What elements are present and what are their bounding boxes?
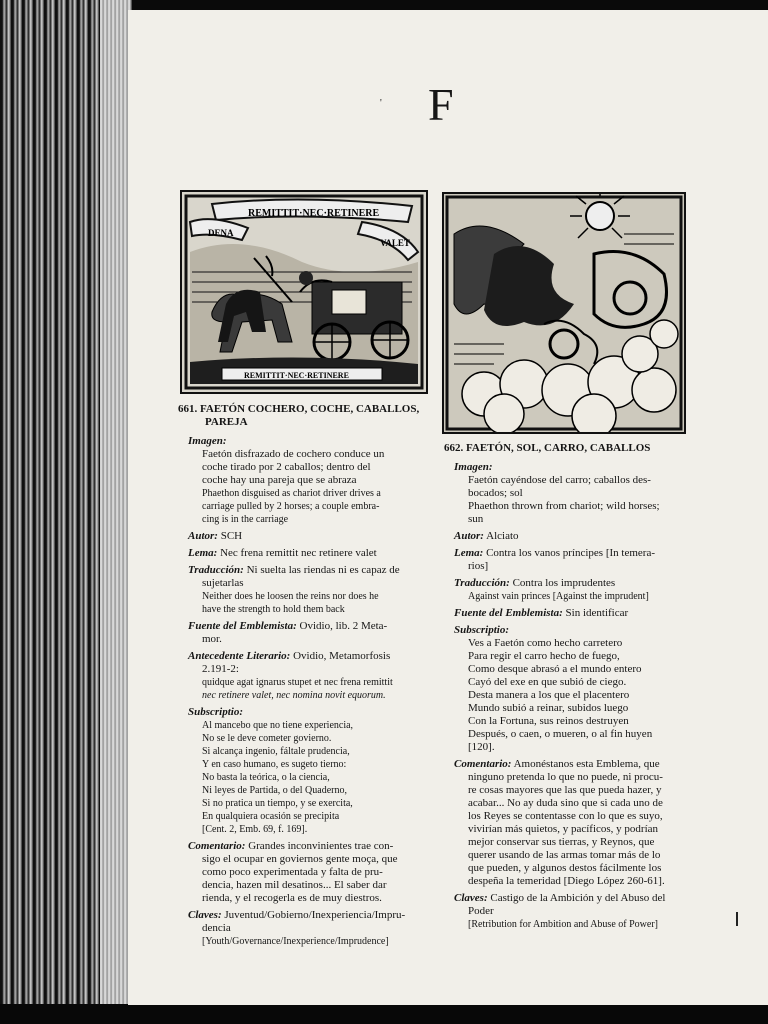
- verse-line: No se le deve cometer govierno.: [202, 733, 332, 744]
- lema-label: Lema:: [188, 547, 218, 559]
- subscriptio-block: [454, 624, 690, 754]
- comentario-5: los Reyes se contentasse con lo que es suyo,: [468, 810, 663, 822]
- fuente-2: mor.: [202, 633, 222, 645]
- subscriptio-label: Subscriptio:: [454, 624, 510, 636]
- verse-line: Como desque abrasó a el mundo entero: [468, 663, 642, 675]
- comentario-2: ninguno pretenda lo que no puede, ni procu-: [468, 771, 663, 783]
- imagen-es-2: bocados; sol: [468, 487, 523, 499]
- comentario-6: vivirían más quietos, y pacíficos, y podrían: [468, 823, 659, 835]
- verse-line: Después, o caen, o mueren, o al fin huyen: [468, 728, 653, 740]
- comentario-1: Grandes inconvinientes trae con-: [248, 840, 394, 852]
- verse-line: Ni leyes de Partida, o del Quaderno,: [202, 785, 347, 796]
- imagen-es-1: Faetón cayéndose del carro; caballos des-: [468, 474, 651, 486]
- entry-662-title: [444, 442, 690, 455]
- claves-block: [188, 909, 428, 948]
- imagen-es-1: Faetón disfrazado de cochero conduce un: [202, 448, 385, 460]
- imagen-en-3: cing is in the carriage: [202, 514, 289, 525]
- fuente-value: Sin identificar: [565, 607, 629, 619]
- comentario-label: Comentario:: [454, 758, 512, 770]
- imagen-es-3: coche hay una pareja que se abraza: [202, 474, 357, 486]
- claves-en: [Retribution for Ambition and Abuse of Power]: [468, 919, 658, 930]
- claves-label: Claves:: [188, 909, 222, 921]
- banner-text: REMITTIT·NEC·RETINERE: [248, 208, 380, 219]
- claves-2: Poder: [468, 905, 494, 917]
- autor-label: Autor:: [454, 530, 484, 542]
- entry-661-title-line1: FAETÓN COCHERO, COCHE, CABALLOS,: [200, 403, 420, 415]
- imagen-en-2: carriage pulled by 2 horses; a couple embra-: [202, 501, 380, 512]
- antecedente-3: quidque agat ignarus stupet et nec frena remittit: [202, 677, 393, 688]
- claves-block: [454, 892, 690, 931]
- fuente-block: [454, 607, 690, 620]
- entry-662-title-text: FAETÓN, SOL, CARRO, CABALLOS: [466, 442, 651, 454]
- autor-block: [188, 530, 428, 543]
- woodcut-image-662: [442, 192, 686, 434]
- comentario-block: [188, 840, 428, 905]
- fuente-1: Ovidio, lib. 2 Meta-: [299, 620, 388, 632]
- subscriptio-verse: [454, 637, 690, 754]
- claves-2: dencia: [202, 922, 231, 934]
- comentario-block: [454, 758, 690, 888]
- antecedente-4: nec retinere valet, nec nomina novit equorum.: [202, 690, 386, 701]
- traduccion-block: [188, 564, 428, 616]
- claves-label: Claves:: [454, 892, 488, 904]
- traduccion-en-2: have the strength to hold them back: [202, 604, 345, 615]
- traduccion-label: Traducción:: [454, 577, 510, 589]
- imagen-es-2: coche tirado por 2 caballos; dentro del: [202, 461, 371, 473]
- plaque-text: REMITTIT·NEC·RETINERE: [244, 371, 349, 380]
- autor-label: Autor:: [188, 530, 218, 542]
- imagen-en-2: sun: [468, 513, 484, 525]
- verse-line: Si alcança ingenio, fáltale prudencia,: [202, 746, 350, 757]
- lema-block: [188, 547, 428, 560]
- lema-value: Nec frena remittit nec retinere valet: [220, 547, 377, 559]
- verse-line: [120].: [468, 741, 495, 753]
- antecedente-2: 2.191-2:: [202, 663, 239, 675]
- autor-value: Alciato: [486, 530, 519, 542]
- antecedente-label: Antecedente Literario:: [188, 650, 291, 662]
- traduccion-en-1: Neither does he loosen the reins nor does he: [202, 591, 379, 602]
- subscriptio-verse: [188, 719, 428, 836]
- comentario-7: mejor conservar sus tierras, y Reynos, que: [468, 836, 655, 848]
- traduccion-2: sujetarlas: [202, 577, 244, 589]
- autor-block: [454, 530, 690, 543]
- traduccion-en: Against vain princes [Against the imprudent]: [468, 591, 649, 602]
- subscriptio-block: [188, 706, 428, 836]
- verse-line: Para regir el carro hecho de fuego,: [468, 650, 620, 662]
- entry-661: [178, 403, 428, 952]
- comentario-1: Amonéstanos esta Emblema, que: [513, 758, 660, 770]
- banner-word-1: DENA: [208, 228, 234, 238]
- comentario-3: como poco experimentada y falta de pru-: [202, 866, 383, 878]
- comentario-3: re cosas mayores que las que pueda hazer, y: [468, 784, 662, 796]
- stray-mark: ': [380, 98, 382, 109]
- fuente-label: Fuente del Emblemista:: [454, 607, 563, 619]
- verse-line: Ves a Faetón como hecho carretero: [468, 637, 623, 649]
- verse-line: Si no pratica un tiempo, y se exercita,: [202, 798, 353, 809]
- entry-661-title: [178, 403, 428, 429]
- comentario-4: dencia, hazen mil desatinos... El saber dar: [202, 879, 387, 891]
- margin-mark: [736, 912, 738, 926]
- banner-word-2: VALET: [380, 238, 410, 248]
- lema-label: Lema:: [454, 547, 484, 559]
- comentario-10: despeña la temeridad [Diego López 260-61].: [468, 875, 665, 887]
- lema-1: Contra los vanos príncipes [In temera-: [486, 547, 655, 559]
- lema-2: rios]: [468, 560, 489, 572]
- verse-line: Y en caso humano, es sugeto tierno:: [202, 759, 347, 770]
- imagen-label: Imagen:: [454, 461, 493, 473]
- comentario-5: rienda, y el recogerla es de muy diestros.: [202, 892, 382, 904]
- book-page-edges: [100, 0, 130, 1024]
- woodcut-image-661: [180, 190, 428, 394]
- fuente-block: [188, 620, 428, 646]
- antecedente-1: Ovidio, Metamorfosis: [293, 650, 391, 662]
- verse-line: No basta la teórica, o la ciencia,: [202, 772, 330, 783]
- subscriptio-label: Subscriptio:: [188, 706, 244, 718]
- claves-1: Juventud/Gobierno/Inexperiencia/Impru-: [224, 909, 406, 921]
- fuente-label: Fuente del Emblemista:: [188, 620, 297, 632]
- entry-661-number: 661.: [178, 403, 198, 415]
- imagen-en-1: Phaethon disguised as chariot driver drives a: [202, 488, 381, 499]
- traduccion-1: Ni suelta las riendas ni es capaz de: [246, 564, 400, 576]
- entry-662: [444, 442, 690, 935]
- comentario-label: Comentario:: [188, 840, 246, 852]
- entry-661-title-line2: PAREJA: [205, 416, 248, 428]
- verse-line: Desta manera a los que el placentero: [468, 689, 630, 701]
- scan-bottom-border: [0, 1004, 768, 1024]
- claves-1: Castigo de la Ambición y del Abuso del: [490, 892, 666, 904]
- verse-line: Con la Fortuna, sus reinos destruyen: [468, 715, 629, 727]
- verse-line: Al mancebo que no tiene experiencia,: [202, 720, 354, 731]
- verse-line: En qualquiera ocasión se precipita: [202, 811, 340, 822]
- entry-662-number: 662.: [444, 442, 464, 454]
- comentario-9: que pueden, y algunos destos fácilmente los: [468, 862, 662, 874]
- imagen-label: Imagen:: [188, 435, 227, 447]
- traduccion-block: [454, 577, 690, 603]
- verse-line: Mundo subió a reinar, subidos luego: [468, 702, 629, 714]
- verse-line: [Cent. 2, Emb. 69, f. 169].: [202, 824, 308, 835]
- comentario-4: acabar... No ay duda sino que si cada uno de: [468, 797, 663, 809]
- verse-line: Cayó del exe en que subió de ciego.: [468, 676, 627, 688]
- imagen-block: [454, 461, 690, 526]
- comentario-8: querer usando de las armas tomar más de lo: [468, 849, 661, 861]
- comentario-2: sigo el ocupar en goviernos gente moça, que: [202, 853, 398, 865]
- traduccion-label: Traducción:: [188, 564, 244, 576]
- section-letter: F: [428, 79, 455, 130]
- traduccion-value: Contra los imprudentes: [512, 577, 616, 589]
- imagen-block: [188, 435, 428, 526]
- claves-en: [Youth/Governance/Inexperience/Imprudence]: [202, 936, 389, 947]
- lema-block: [454, 547, 690, 573]
- autor-value: SCH: [220, 530, 243, 542]
- antecedente-block: [188, 650, 428, 702]
- imagen-en-1: Phaethon thrown from chariot; wild horses;: [468, 500, 660, 512]
